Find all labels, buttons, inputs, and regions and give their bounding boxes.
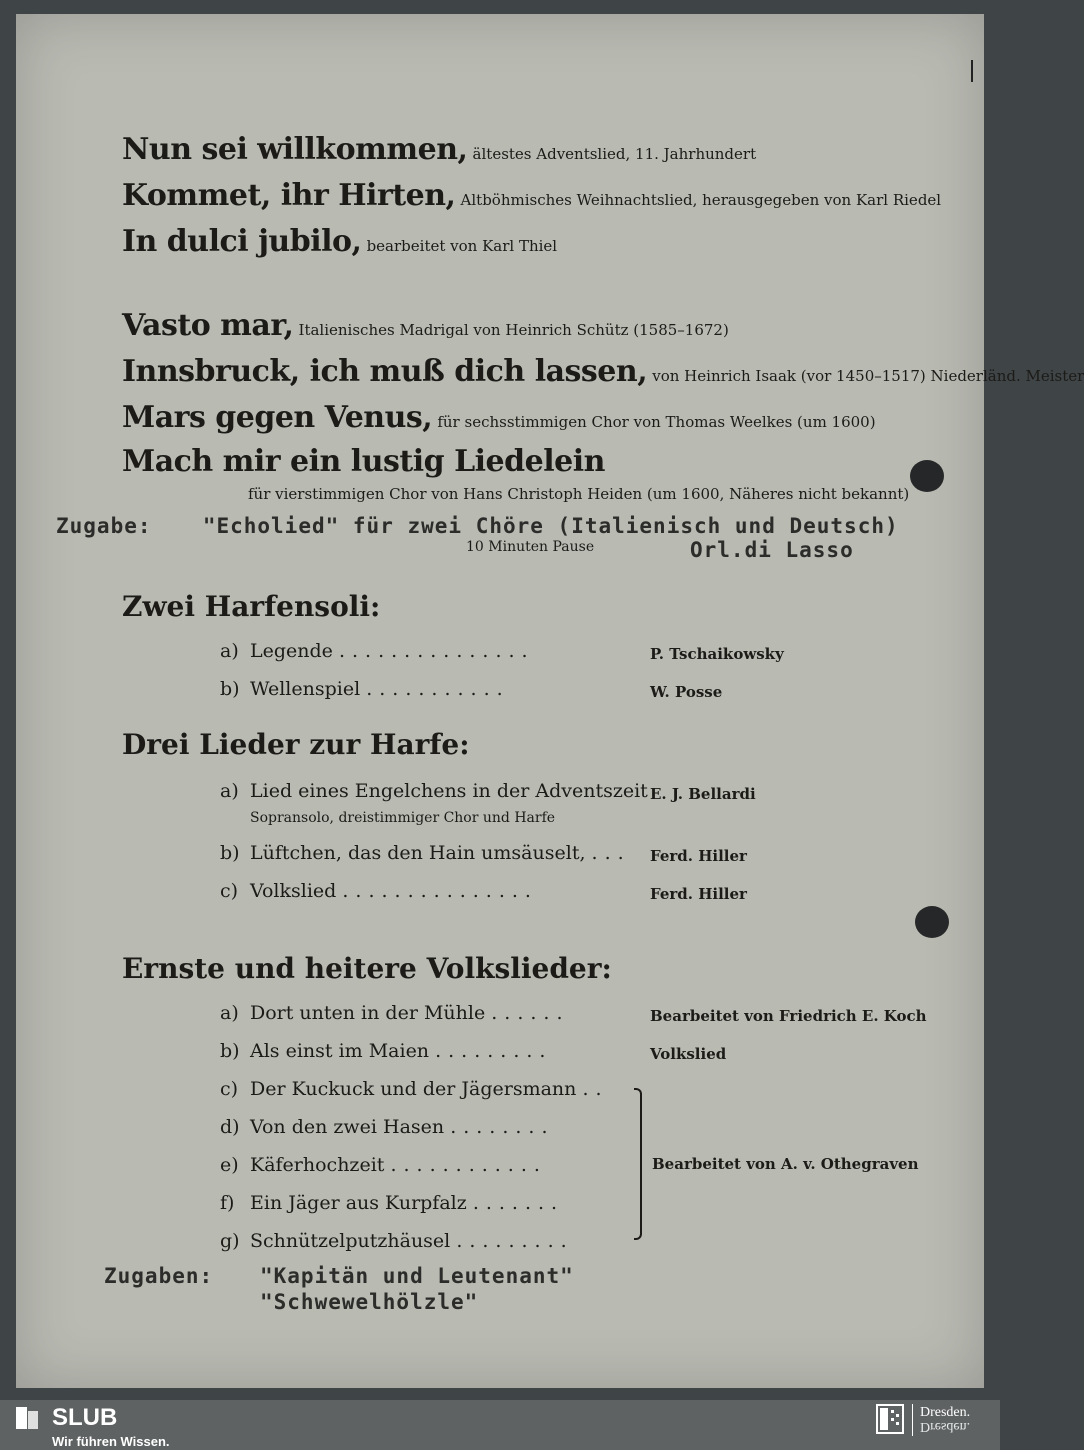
slub-logo-icon (14, 1405, 40, 1431)
item-composer: Ferd. Hiller (650, 885, 747, 903)
piece-description: ältestes Adventslied, 11. Jahrhundert (472, 145, 757, 163)
program-line (122, 178, 941, 213)
slub-logo-text[interactable]: SLUB (52, 1404, 118, 1431)
item-title: Dort unten in der Mühle (250, 1002, 486, 1024)
item-letter: f) (220, 1192, 235, 1214)
item-letter: b) (220, 842, 240, 864)
piece-description: für vierstimmigen Chor von Hans Christoph Heiden (um 1600, Näheres nicht bekannt) (248, 485, 910, 503)
item-composer: W. Posse (650, 683, 723, 701)
piece-description: Altböhmisches Weihnachtslied, herausgegeben von Karl Riedel (460, 191, 942, 209)
section-heading: Ernste und heitere Volkslieder: (122, 952, 612, 985)
leader-dots: ........ (450, 1116, 555, 1138)
program-line (122, 400, 876, 435)
piece-title: Mars gegen Venus, (122, 400, 433, 435)
dresden-logo-mirror: Dresden. (920, 1419, 971, 1434)
item-composer: P. Tschaikowsky (650, 645, 784, 663)
piece-title: Vasto mar, (122, 308, 294, 343)
section-heading: Drei Lieder zur Harfe: (122, 728, 470, 761)
item-title: Legende (250, 640, 333, 662)
item-composer: Ferd. Hiller (650, 847, 747, 865)
item-letter: a) (220, 1002, 239, 1024)
leader-dots: ... (591, 842, 631, 864)
item-letter: c) (220, 880, 239, 902)
group-bracket (634, 1088, 642, 1240)
program-item (220, 1192, 564, 1214)
piece-description: von Heinrich Isaak (vor 1450–1517) Niederländ. Meister (652, 367, 1084, 385)
program-line (122, 354, 1084, 389)
item-title: Als einst im Maien (250, 1040, 430, 1062)
item-composer: E. J. Bellardi (650, 785, 756, 803)
piece-description: bearbeitet von Karl Thiel (366, 237, 558, 255)
program-item (220, 842, 631, 864)
leader-dots: ............ (390, 1154, 547, 1176)
piece-title: Innsbruck, ich muß dich lassen, (122, 354, 648, 389)
program-item (220, 780, 648, 802)
item-letter: b) (220, 1040, 240, 1062)
item-letter: c) (220, 1078, 239, 1100)
item-title: Lüftchen, das den Hain umsäuselt, (250, 842, 586, 864)
intermission-note: 10 Minuten Pause (466, 539, 595, 555)
program-item (220, 1078, 609, 1100)
item-composer: Bearbeitet von Friedrich E. Koch (650, 1007, 927, 1025)
item-title: Käferhochzeit (250, 1154, 385, 1176)
encore-line (56, 514, 899, 538)
item-title: Der Kuckuck und der Jägersmann (250, 1078, 577, 1100)
program-line (122, 224, 557, 259)
program-line (122, 132, 756, 167)
item-letter: e) (220, 1154, 239, 1176)
leader-dots: ........... (366, 678, 510, 700)
encore-label: Zugabe: (56, 514, 152, 538)
document-page (16, 14, 984, 1388)
section-heading: Zwei Harfensoli: (122, 590, 381, 623)
leader-dots: ............... (342, 880, 538, 902)
leader-dots: ......... (456, 1230, 574, 1252)
leader-dots: ............... (338, 640, 535, 662)
encore-text: "Echolied" für zwei Chöre (Italienisch und Deutsch) (202, 514, 899, 538)
encore-text: "Kapitän und Leutenant" (260, 1264, 574, 1288)
slub-tagline: Wir führen Wissen. (52, 1434, 170, 1449)
group-composer: Bearbeitet von A. v. Othegraven (652, 1155, 919, 1173)
page-edge-mark (971, 60, 973, 82)
program-line (122, 444, 605, 479)
program-item (220, 1154, 547, 1176)
item-letter: a) (220, 640, 239, 662)
item-title: Lied eines Engelchens in der Adventszeit (250, 780, 648, 802)
dresden-crest-icon (876, 1404, 904, 1434)
leader-dots: ....... (472, 1192, 565, 1214)
piece-title: Nun sei willkommen, (122, 132, 468, 167)
item-note: Sopransolo, dreistimmiger Chor und Harfe (250, 810, 556, 826)
program-item (220, 880, 538, 902)
program-item (220, 1230, 574, 1252)
piece-title: Mach mir ein lustig Liedelein (122, 444, 605, 479)
item-title: Volkslied (250, 880, 337, 902)
item-composer: Volkslied (650, 1045, 727, 1063)
encore-composer: Orl.di Lasso (690, 538, 854, 562)
item-letter: b) (220, 678, 240, 700)
piece-title: Kommet, ihr Hirten, (122, 178, 456, 213)
piece-description: Italienisches Madrigal von Heinrich Schütz (1585–1672) (298, 321, 729, 339)
item-letter: a) (220, 780, 239, 802)
footer-separator (912, 1404, 913, 1436)
leader-dots: ...... (491, 1002, 570, 1024)
program-line (122, 308, 729, 343)
item-title: Ein Jäger aus Kurpfalz (250, 1192, 467, 1214)
punch-hole-bottom (915, 906, 949, 938)
program-item (220, 640, 535, 662)
item-letter: d) (220, 1116, 240, 1138)
program-item (220, 678, 510, 700)
program-item (220, 1002, 570, 1024)
program-item (220, 1040, 552, 1062)
item-title: Wellenspiel (250, 678, 361, 700)
piece-description: für sechsstimmigen Chor von Thomas Weelkes (um 1600) (437, 413, 876, 431)
leader-dots: ......... (435, 1040, 553, 1062)
dresden-logo-text[interactable]: Dresden. (920, 1405, 971, 1420)
encore-label: Zugaben: (104, 1264, 214, 1288)
item-title: Schnützelputzhäusel (250, 1230, 451, 1252)
piece-title: In dulci jubilo, (122, 224, 362, 259)
punch-hole-top (910, 460, 944, 492)
leader-dots: .. (582, 1078, 609, 1100)
item-title: Von den zwei Hasen (250, 1116, 445, 1138)
item-letter: g) (220, 1230, 240, 1252)
program-item (220, 1116, 555, 1138)
encore-text: "Schwewelhölzle" (260, 1290, 479, 1314)
